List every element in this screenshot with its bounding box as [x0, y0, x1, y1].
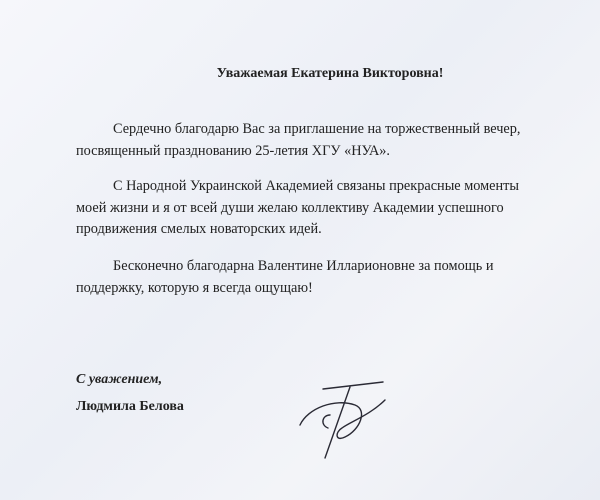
letter-paragraph: Сердечно благодарю Вас за приглашение на торжественный вечер, посвященный празднованию 25-летия ХГУ «НУА».: [76, 121, 521, 159]
letter-greeting: Уважаемая Екатерина Викторовна!: [216, 66, 444, 81]
letter-paragraph: Бесконечно благодарна Валентине Илларионовне за помощь и поддержку, которую я всегда ощущаю!: [76, 258, 494, 296]
handwritten-signature: [290, 370, 400, 465]
signer-name: Людмила Белова: [76, 399, 184, 414]
letter-closing: С уважением,: [76, 372, 163, 387]
letter-paragraph: С Народной Украинской Академией связаны прекрасные моменты моей жизни и я от всей души желаю коллективу Академии успешного продвижения смелых новаторских идей.: [76, 178, 520, 237]
